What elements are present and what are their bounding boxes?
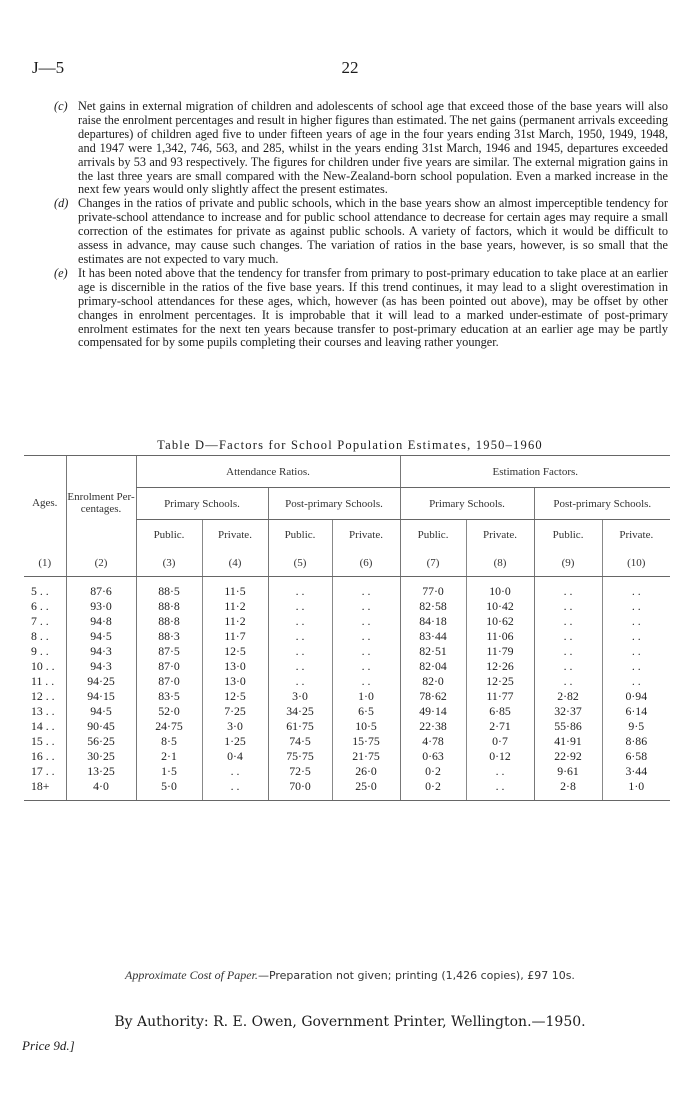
age-cell: 13 . . — [31, 704, 55, 718]
header-private: Private. — [602, 520, 670, 551]
table-cell: 13·25 — [66, 764, 136, 779]
table-cell: 3·0 — [268, 689, 332, 704]
table-cell: 88·8 — [136, 599, 202, 614]
table-cell: 5·0 — [136, 779, 202, 794]
paragraph-text: Net gains in external migration of children and adolescents of school age that exceed those of the base years will also raise the enrolment percentages and result in higher figures than estimated. The net gains (permanent arrivals exceeding departures) of children aged five to under fifteen years of age in the four years ending 31st March, 1950, 1949, 1948, and 1947 were 1,342, 746, 563, and 285, whilst in the years ending 31st March, 1946 and 1945, departures exceeded arrivals by 53 and 93 respectively. The figures for children under five years are similar. The external migration gains in the last three years are small compared with the New-Zealand-born school population. Even a marked increase in the next few years would only slightly affect the present estimates. — [78, 99, 668, 197]
table-row — [24, 704, 670, 719]
table-row — [24, 719, 670, 734]
age-cell: 10 . . — [31, 659, 55, 673]
table-cell: . . — [202, 764, 268, 779]
table-cell: 10·62 — [466, 614, 534, 629]
table-cell: 7·25 — [202, 704, 268, 719]
age-cell: 7 . . — [31, 614, 49, 628]
cost-note — [0, 968, 700, 983]
table-cell: 61·75 — [268, 719, 332, 734]
table-cell: 2·1 — [136, 749, 202, 764]
table-cell: 87·5 — [136, 644, 202, 659]
header-ages: Ages. — [24, 456, 66, 551]
table-cell: . . — [332, 614, 400, 629]
table-row — [24, 689, 670, 704]
table-cell: 82·04 — [400, 659, 466, 674]
table-cell: 11·79 — [466, 644, 534, 659]
table-cell: 12·5 — [202, 644, 268, 659]
table-cell: 4·78 — [400, 734, 466, 749]
table-cell: 25·0 — [332, 779, 400, 794]
table-cell: 34·25 — [268, 704, 332, 719]
paragraph-marker: (e) — [54, 265, 68, 280]
age-cell: 6 . . — [31, 599, 49, 613]
table-cell: 90·45 — [66, 719, 136, 734]
table-cell: 94·5 — [66, 629, 136, 644]
column-number: (9) — [534, 550, 602, 577]
table-cell: . . — [534, 674, 602, 689]
table-row — [24, 644, 670, 659]
table-cell: . . — [268, 659, 332, 674]
table-cell: 8·5 — [136, 734, 202, 749]
table-cell: 11·2 — [202, 614, 268, 629]
table-cell: 82·58 — [400, 599, 466, 614]
header-private: Private. — [202, 520, 268, 551]
table-row — [24, 599, 670, 614]
table-cell: . . — [534, 599, 602, 614]
table-cell: . . — [602, 614, 670, 629]
table-cell: 11·2 — [202, 599, 268, 614]
table-cell: . . — [202, 779, 268, 794]
column-number-row — [24, 550, 670, 577]
paragraph-c — [50, 100, 668, 197]
table-cell: 83·5 — [136, 689, 202, 704]
table-cell: . . — [268, 674, 332, 689]
table-cell: 2·82 — [534, 689, 602, 704]
table-cell: 10·42 — [466, 599, 534, 614]
table-cell: 12·25 — [466, 674, 534, 689]
table-row — [24, 659, 670, 674]
table-cell: . . — [268, 599, 332, 614]
table-cell: 88·3 — [136, 629, 202, 644]
header-public: Public. — [136, 520, 202, 551]
column-number: (6) — [332, 550, 400, 577]
header-public: Public. — [534, 520, 602, 551]
table-cell: 0·2 — [400, 779, 466, 794]
table-cell: 2·71 — [466, 719, 534, 734]
table-cell: 94·8 — [66, 614, 136, 629]
page-header — [0, 58, 700, 80]
table-cell: . . — [534, 644, 602, 659]
table-row — [24, 749, 670, 764]
table-cell: . . — [332, 584, 400, 599]
table-cell: 87·6 — [66, 584, 136, 599]
column-number: (8) — [466, 550, 534, 577]
table-body — [24, 577, 670, 801]
table-cell: 88·5 — [136, 584, 202, 599]
table-cell: . . — [534, 584, 602, 599]
table-cell: 8·86 — [602, 734, 670, 749]
table-cell: 6·5 — [332, 704, 400, 719]
table-cell: 1·25 — [202, 734, 268, 749]
table-cell: 1·0 — [602, 779, 670, 794]
column-number: (3) — [136, 550, 202, 577]
table-cell: . . — [602, 674, 670, 689]
age-cell: 8 . . — [31, 629, 49, 643]
header-public: Public. — [268, 520, 332, 551]
table-cell: 22·38 — [400, 719, 466, 734]
table-cell: 0·4 — [202, 749, 268, 764]
header-public: Public. — [400, 520, 466, 551]
table-cell: 10·5 — [332, 719, 400, 734]
table-cell: 12·26 — [466, 659, 534, 674]
table-cell: 56·25 — [66, 734, 136, 749]
age-cell: 14 . . — [31, 719, 55, 733]
table-cell: 1·0 — [332, 689, 400, 704]
table-cell: 11·77 — [466, 689, 534, 704]
table-cell: 77·0 — [400, 584, 466, 599]
paragraph-text: Changes in the ratios of private and public schools, which in the base years show an almost imperceptible tendency for private-school attendance to increase and for public school attendance to decrease for certain ages may require a small correction of the estimates for private as against public schools. A variety of factors, which it would be difficult to assess in advance, may cause such changes. The variation of ratios in the base years, however, is so small that the estimates are not expected to vary much. — [78, 196, 668, 266]
table-cell: 9·5 — [602, 719, 670, 734]
column-number: (5) — [268, 550, 332, 577]
table-row — [24, 764, 670, 779]
table-cell: . . — [534, 659, 602, 674]
table-row — [24, 734, 670, 749]
table-cell: 41·91 — [534, 734, 602, 749]
age-cell: 5 . . — [31, 584, 49, 598]
table-cell: . . — [332, 674, 400, 689]
table-cell: 82·51 — [400, 644, 466, 659]
table-cell: 32·37 — [534, 704, 602, 719]
column-number: (4) — [202, 550, 268, 577]
table-cell: 70·0 — [268, 779, 332, 794]
table-cell: 94·3 — [66, 659, 136, 674]
table-row — [24, 629, 670, 644]
table-cell: 94·3 — [66, 644, 136, 659]
table-cell: 0·94 — [602, 689, 670, 704]
table-cell: 82·0 — [400, 674, 466, 689]
column-number: (1) — [24, 550, 66, 577]
table-cell: 87·0 — [136, 659, 202, 674]
table-cell: 88·8 — [136, 614, 202, 629]
table-cell: 52·0 — [136, 704, 202, 719]
table-cell: . . — [332, 659, 400, 674]
header-private: Private. — [466, 520, 534, 551]
table-cell: 6·58 — [602, 749, 670, 764]
table-cell: . . — [534, 629, 602, 644]
table-cell: 0·12 — [466, 749, 534, 764]
header-enrolment: Enrolment Per-centages. — [66, 456, 136, 551]
age-cell: 11 . . — [31, 674, 55, 688]
table-cell: 0·2 — [400, 764, 466, 779]
column-number: (10) — [602, 550, 670, 577]
column-number: (2) — [66, 550, 136, 577]
header-estimation-factors: Estimation Factors. — [400, 456, 670, 488]
cost-note-text: —Preparation not given; printing (1,426 copies), £97 10s. — [257, 969, 575, 982]
column-number: (7) — [400, 550, 466, 577]
table-cell: 1·5 — [136, 764, 202, 779]
table-cell: 78·62 — [400, 689, 466, 704]
table-cell: 2·8 — [534, 779, 602, 794]
table-cell: . . — [602, 644, 670, 659]
table-cell: 87·0 — [136, 674, 202, 689]
table-cell: 6·85 — [466, 704, 534, 719]
table-cell: 10·0 — [466, 584, 534, 599]
table-title: Table D—Factors for School Population Estimates, 1950–1960 — [157, 438, 543, 452]
table-cell: 84·18 — [400, 614, 466, 629]
table-cell: . . — [268, 629, 332, 644]
table-cell: 94·5 — [66, 704, 136, 719]
table-cell: 4·0 — [66, 779, 136, 794]
table-cell: 94·25 — [66, 674, 136, 689]
paragraph-e — [50, 267, 668, 350]
table-cell: . . — [332, 644, 400, 659]
header-primary-schools: Primary Schools. — [400, 488, 534, 520]
header-primary-schools: Primary Schools. — [136, 488, 268, 520]
table-cell: 72·5 — [268, 764, 332, 779]
table-cell: 6·14 — [602, 704, 670, 719]
table-cell: 49·14 — [400, 704, 466, 719]
table-cell: . . — [332, 599, 400, 614]
table-cell: . . — [602, 599, 670, 614]
table-cell: . . — [268, 584, 332, 599]
header-post-primary-schools: Post-primary Schools. — [268, 488, 400, 520]
table-cell: 11·7 — [202, 629, 268, 644]
table-cell: 0·63 — [400, 749, 466, 764]
cost-note-label: Approximate Cost of Paper. — [125, 968, 258, 982]
table-row — [24, 779, 670, 794]
table-cell: 0·7 — [466, 734, 534, 749]
body-text — [50, 100, 668, 350]
table-cell: 22·92 — [534, 749, 602, 764]
table-cell: . . — [534, 614, 602, 629]
factors-table — [24, 455, 670, 801]
table-cell: 3·44 — [602, 764, 670, 779]
table-cell: 11·06 — [466, 629, 534, 644]
table-row — [24, 614, 670, 629]
table-cell: . . — [602, 584, 670, 599]
table-cell: . . — [268, 614, 332, 629]
table-cell: 12·5 — [202, 689, 268, 704]
table-cell: 30·25 — [66, 749, 136, 764]
paragraph-marker: (c) — [54, 99, 68, 113]
price-note: Price 9d.] — [22, 1038, 75, 1053]
table-cell: 9·61 — [534, 764, 602, 779]
table-cell: 15·75 — [332, 734, 400, 749]
table-cell: . . — [332, 629, 400, 644]
table-cell: 3·0 — [202, 719, 268, 734]
paragraph-text: It has been noted above that the tendency for transfer from primary to post-primary education to take place at an earlier age is discernible in the ratios of the five base years. If this trend continues, it may lead to a slight overestimation in primary-school attendances for these ages, which, however (as has been pointed out above), may be offset by other changes in enrolment percentages. It is improbable that it will lead to a marked under-estimate of post-primary enrolment estimates for the next ten years because transfer to post-primary education at an earlier age may be partly compensated for by some pupils completing their courses and leaving rather younger. — [78, 265, 668, 350]
table-cell: 93·0 — [66, 599, 136, 614]
table-cell: . . — [602, 659, 670, 674]
authority-line: By Authority: R. E. Owen, Government Printer, Wellington.—1950. — [114, 1014, 586, 1030]
table-cell: . . — [466, 779, 534, 794]
table-cell: 21·75 — [332, 749, 400, 764]
table-cell: 55·86 — [534, 719, 602, 734]
paragraph-d — [50, 197, 668, 267]
table-cell: 83·44 — [400, 629, 466, 644]
header-attendance-ratios: Attendance Ratios. — [136, 456, 400, 488]
age-cell: 17 . . — [31, 764, 55, 778]
table-cell: 13·0 — [202, 659, 268, 674]
table-row — [24, 674, 670, 689]
age-cell: 18+ — [31, 779, 50, 793]
table-cell: 11·5 — [202, 584, 268, 599]
table-row — [24, 584, 670, 599]
table-cell: 74·5 — [268, 734, 332, 749]
table-cell: 24·75 — [136, 719, 202, 734]
table-cell: . . — [268, 644, 332, 659]
page-number: 22 — [341, 58, 359, 77]
age-cell: 9 . . — [31, 644, 49, 658]
paragraph-marker: (d) — [54, 196, 69, 211]
table-cell: . . — [602, 629, 670, 644]
table-cell: 94·15 — [66, 689, 136, 704]
age-cell: 16 . . — [31, 749, 55, 763]
table-cell: 26·0 — [332, 764, 400, 779]
header-private: Private. — [332, 520, 400, 551]
table-cell: . . — [466, 764, 534, 779]
table-cell: 13·0 — [202, 674, 268, 689]
document-code: J—5 — [32, 58, 65, 77]
header-post-primary-schools: Post-primary Schools. — [534, 488, 670, 520]
age-cell: 12 . . — [31, 689, 55, 703]
age-cell: 15 . . — [31, 734, 55, 748]
table-cell: 75·75 — [268, 749, 332, 764]
